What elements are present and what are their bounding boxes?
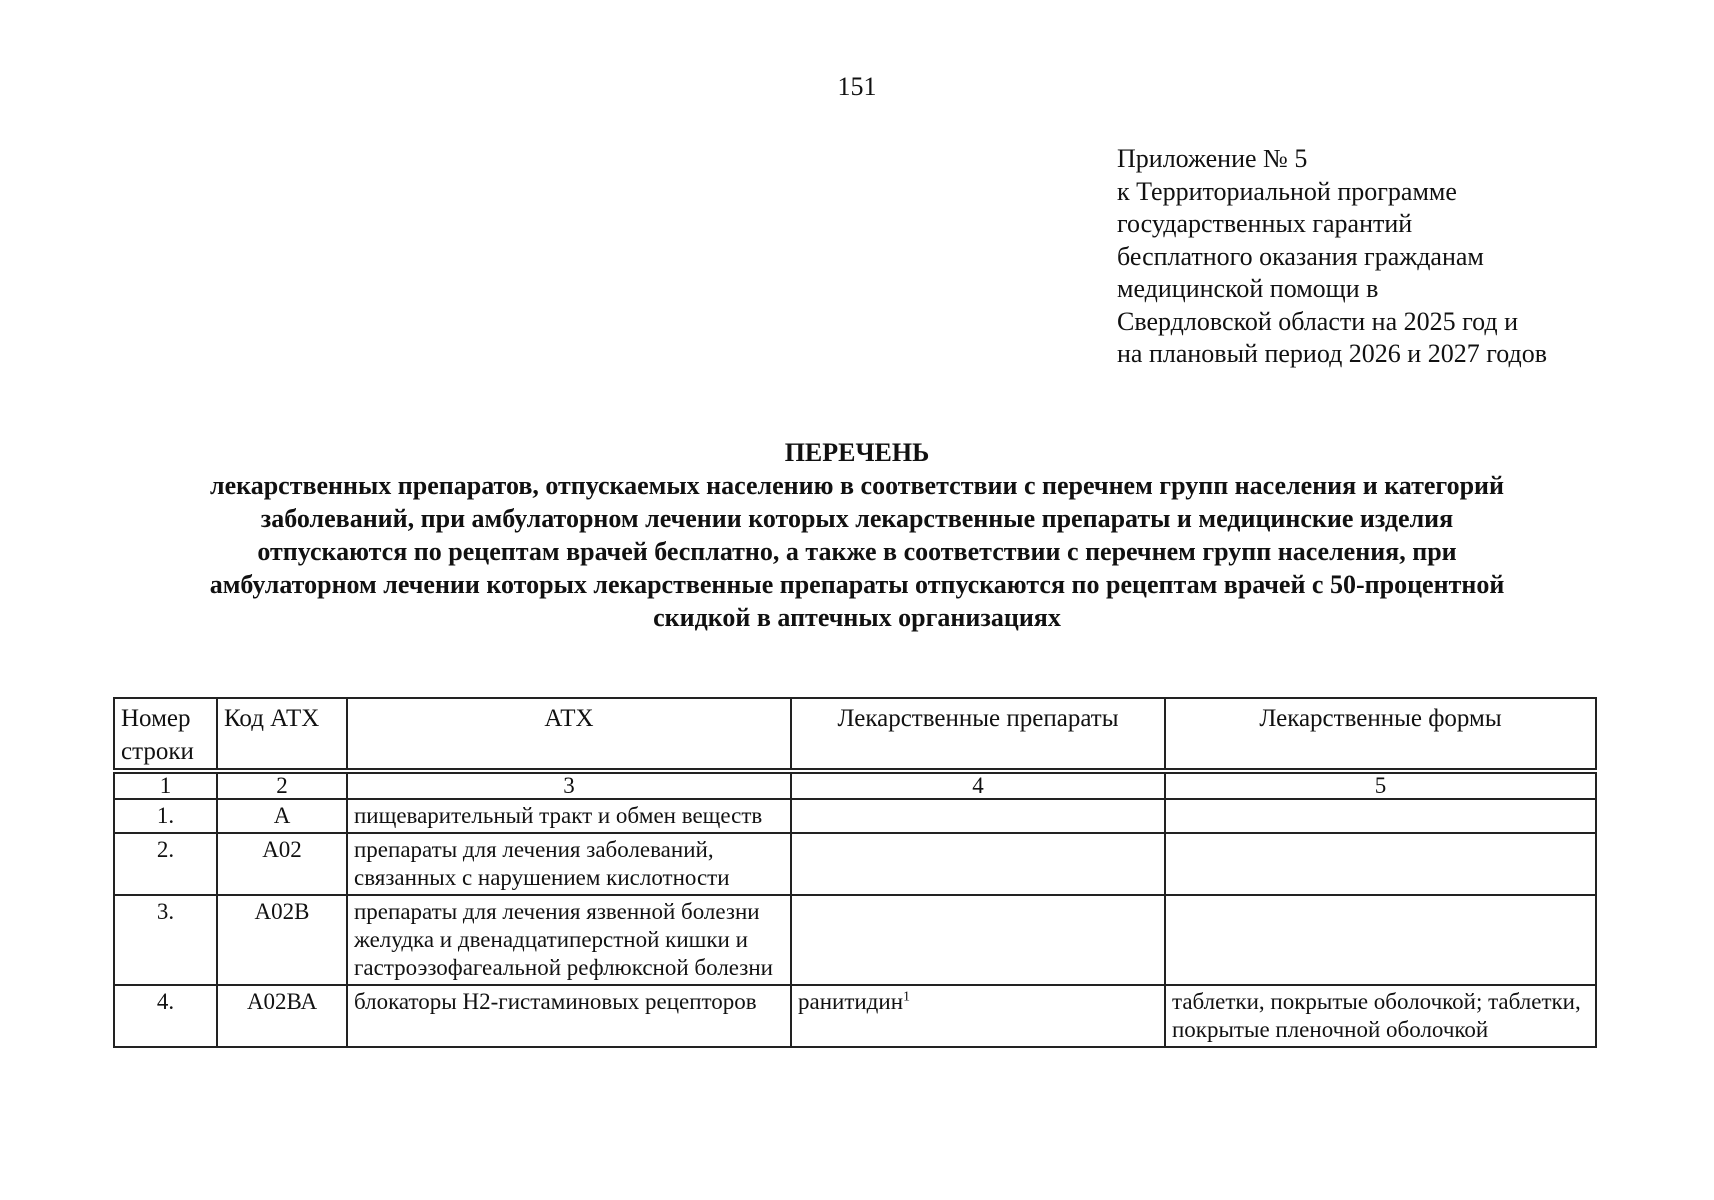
drug-name: [791, 895, 1165, 985]
drug-list-table: [113, 697, 1597, 1048]
atc-code: А: [217, 799, 347, 833]
column-number: 4: [791, 773, 1165, 799]
table-row: [114, 895, 1596, 985]
page-number: 151: [837, 72, 877, 101]
appendix-line: на плановый период 2026 и 2027 годов: [1117, 339, 1547, 368]
header-atc-code: Код АТХ: [217, 698, 347, 769]
table-row: [114, 833, 1596, 895]
drug-name: [791, 799, 1165, 833]
drug-name: [791, 833, 1165, 895]
title-line: скидкой в аптечных организациях: [653, 603, 1061, 632]
column-number: 3: [347, 773, 791, 799]
appendix-block: [1117, 143, 1547, 371]
atc-code: А02В: [217, 895, 347, 985]
atc-name: пищеварительный тракт и обмен веществ: [347, 799, 791, 833]
drug-forms: таблетки, покрытые оболочкой; таблетки, покрытые пленочной оболочкой: [1165, 985, 1596, 1047]
document-title: [120, 436, 1594, 634]
atc-name: блокаторы Н2-гистаминовых рецепторов: [347, 985, 791, 1047]
title-line: амбулаторном лечении которых лекарственные препараты отпускаются по рецептам врачей с 50-процентной: [209, 570, 1505, 599]
table-row: [114, 985, 1596, 1047]
table-header-row: [114, 698, 1596, 769]
appendix-line: Свердловской области на 2025 год и: [1117, 306, 1519, 336]
header-row-number: Номер строки: [114, 698, 217, 769]
header-forms: Лекарственные формы: [1165, 698, 1596, 769]
table-row: [114, 799, 1596, 833]
title-line: лекарственных препаратов, отпускаемых населению в соответствии с перечнем групп населения и категорий: [209, 471, 1505, 500]
atc-name: препараты для лечения заболеваний, связанных с нарушением кислотности: [347, 833, 791, 895]
appendix-line: медицинской помощи в: [1117, 274, 1379, 303]
appendix-line: государственных гарантий: [1117, 209, 1413, 238]
column-number-row: [114, 773, 1596, 799]
drug-forms: [1165, 895, 1596, 985]
row-number: 3.: [114, 895, 217, 985]
header-atc: АТХ: [347, 698, 791, 769]
column-number: 1: [114, 773, 217, 799]
appendix-line: к Территориальной программе: [1117, 176, 1457, 206]
header-drugs: Лекарственные препараты: [791, 698, 1165, 769]
appendix-line: бесплатного оказания гражданам: [1117, 241, 1484, 271]
appendix-line: Приложение № 5: [1117, 144, 1308, 173]
row-number: 1.: [114, 799, 217, 833]
column-number: 5: [1165, 773, 1596, 799]
title-line: заболеваний, при амбулаторном лечении которых лекарственные препараты и медицинские изделия: [260, 504, 1454, 533]
atc-code: А02ВА: [217, 985, 347, 1047]
row-number: 4.: [114, 985, 217, 1047]
drug-forms: [1165, 799, 1596, 833]
drug-name: ранитидин: [798, 989, 904, 1014]
drug-cell: [791, 985, 1165, 1047]
title-heading: ПЕРЕЧЕНЬ: [784, 438, 930, 467]
column-number: 2: [217, 773, 347, 799]
drug-forms: [1165, 833, 1596, 895]
title-line: отпускаются по рецептам врачей бесплатно, а также в соответствии с перечнем групп населения, при: [257, 537, 1457, 566]
atc-name: препараты для лечения язвенной болезни желудка и двенадцатиперстной кишки и гастроэзофагеальной рефлюксной болезни: [347, 895, 791, 985]
atc-code: А02: [217, 833, 347, 895]
footnote-marker: 1: [903, 989, 911, 1005]
row-number: 2.: [114, 833, 217, 895]
